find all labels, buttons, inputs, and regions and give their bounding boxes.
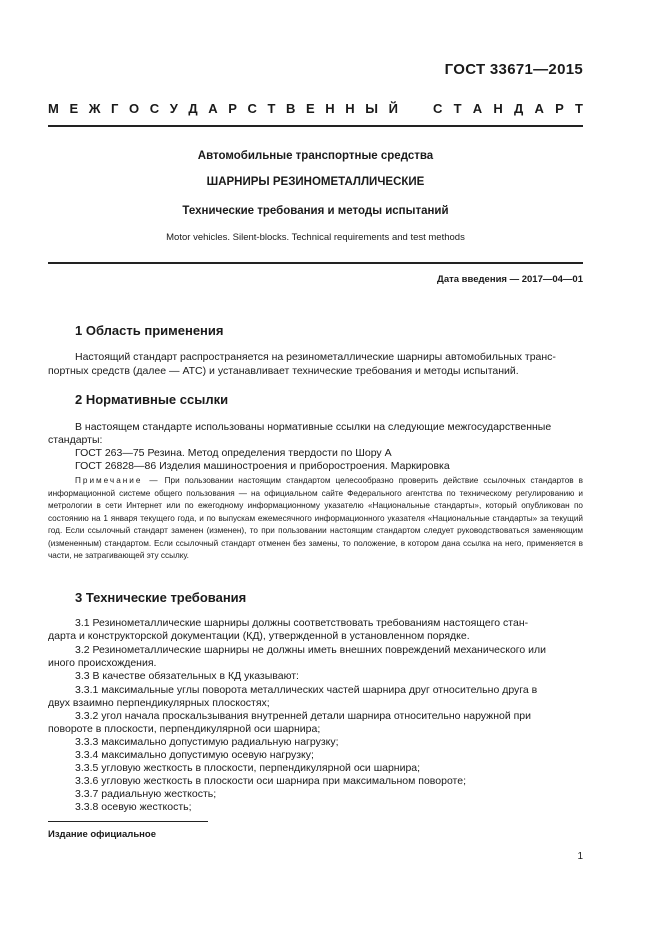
banner-word-standard-letter: Р (555, 101, 564, 116)
section-1-text-line-2: портных средств (далее — АТС) и устанавливает технические требования и методы испытаний. (48, 365, 519, 377)
page-number: 1 (577, 851, 583, 862)
section-2-text-line-1: В настоящем стандарте использованы нормативные ссылки на следующие межгосударственные (75, 421, 552, 433)
banner-word-standard-letter: С (433, 101, 443, 116)
reference-gost-26828: ГОСТ 26828—86 Изделия машиностроения и приборостроения. Маркировка (75, 460, 450, 472)
section-3-line: иного происхождения. (48, 657, 157, 669)
banner-word-standard-letter: Н (493, 101, 503, 116)
banner-word-interstate-letter: В (286, 101, 296, 116)
banner-word-interstate-letter: Р (228, 101, 237, 116)
banner-word-interstate-letter: Й (388, 101, 398, 116)
section-2-text-line-2: стандарты: (48, 434, 103, 446)
section-3-line: 3.2 Резинометаллические шарниры не должны иметь внешних повреждений механического или (75, 644, 547, 656)
official-edition-label: Издание официальное (48, 829, 156, 840)
banner-word-interstate-letter: С (149, 101, 160, 116)
banner-word-interstate-letter: Ы (365, 101, 378, 116)
top-divider (48, 125, 583, 127)
section-3-line: 3.3.2 угол начала проскальзывания внутренней детали шарнира относительно наружной при (75, 710, 532, 722)
banner-word-standard-letter: А (534, 101, 544, 116)
section-3-line: 3.3.4 максимально допустимую осевую нагрузку; (75, 749, 314, 761)
banner-word-interstate-letter: О (129, 101, 140, 116)
section-3-line: 3.1 Резинометаллические шарниры должны соответствовать требованиям настоящего стан- (75, 617, 529, 629)
section-3-line: 3.3 В качестве обязательных в КД указывают: (75, 670, 299, 682)
banner-word-standard-letter: Т (574, 101, 583, 116)
section-3-line: 3.3.3 максимально допустимую радиальную нагрузку; (75, 736, 339, 748)
introduction-date: Дата введения — 2017—04—01 (437, 274, 583, 285)
banner-word-standard-letter: Т (453, 101, 462, 116)
section-3-line: 3.3.6 угловую жесткость в плоскости оси шарнира при максимальном повороте; (75, 775, 467, 787)
section-2-heading: 2 Нормативные ссылки (75, 392, 229, 407)
title-line-1: Автомобильные транспортные средства (197, 150, 434, 162)
gost-code: ГОСТ 33671—2015 (444, 61, 583, 78)
note-text: При пользовании настоящим стандартом целесообразно проверить действие ссылочных стандартов в информационной системе общего пользования — на официальном сайте Федерального агентства по техническому регулированию и метрологии в сети Интернет или по ежегодному информационному указателю «Национальные стандарты», который опубликован по состоянию на 1 января текущего года, и по выпускам ежемесячного информационного указателя «Национальные стандарты» за текущий год. Если ссылочный стандарт заменен (изменен), то при пользовании настоящим стандартом следует руководствоваться заменяющим (измененным) стандартом. Если ссылочный стандарт отменен без замены, то положение, в котором дана ссылка на него, применяется в части, не затрагивающей эту ссылку. (48, 476, 583, 560)
section-3-line: 3.3.1 максимальные углы поворота металлических частей шарнира друг относительно друга в (75, 684, 538, 696)
banner-word-interstate-letter: Н (325, 101, 335, 116)
banner-word-interstate-letter: Т (267, 101, 276, 116)
section-3-line: двух взаимно перпендикулярных плоскостях; (48, 697, 270, 709)
section-3-line: 3.3.7 радиальную жесткость; (75, 788, 217, 800)
section-1-text-line-1: Настоящий стандарт распространяется на резинометаллические шарниры автомобильных транс- (75, 351, 556, 363)
section-3-heading: 3 Технические требования (75, 590, 247, 605)
banner-word-interstate-letter: Д (188, 101, 198, 116)
banner-word-interstate-letter: Е (69, 101, 79, 116)
banner-word-standard (433, 101, 583, 116)
title-line-3: Технические требования и методы испытаний (182, 205, 449, 217)
english-title: Motor vehicles. Silent-blocks. Technical requirements and test methods (166, 232, 465, 243)
section-1-heading: 1 Область применения (75, 323, 224, 338)
banner-word-interstate-letter: Ж (88, 101, 101, 116)
title-divider (48, 262, 583, 264)
banner-word-interstate-letter: А (208, 101, 218, 116)
banner-word-interstate-letter: У (169, 101, 178, 116)
title-line-2: ШАРНИРЫ РЕЗИНОМЕТАЛЛИЧЕСКИЕ (206, 176, 425, 188)
note-block (48, 475, 583, 563)
banner-word-standard-letter: Д (514, 101, 524, 116)
section-3-line: 3.3.5 угловую жесткость в плоскости, перпендикулярной оси шарнира; (75, 762, 421, 774)
banner-word-interstate-letter: С (247, 101, 257, 116)
note-label: Примечание — (75, 476, 160, 485)
section-3-line: дарта и конструкторской документации (КД), утвержденной в установленном порядке. (48, 630, 470, 642)
banner-word-interstate-letter: Г (111, 101, 119, 116)
banner-word-interstate-letter: Е (306, 101, 315, 116)
footer-divider (48, 821, 208, 822)
section-3-line: повороте в плоскости, перпендикулярной оси шарнира; (48, 723, 321, 735)
section-3-line: 3.3.8 осевую жесткость; (75, 801, 192, 813)
banner-word-standard-letter: А (472, 101, 483, 116)
banner-word-interstate (48, 101, 398, 116)
interstate-standard-banner (48, 101, 583, 116)
banner-word-interstate-letter: Н (345, 101, 355, 116)
banner-word-interstate-letter: М (48, 101, 59, 116)
reference-gost-263: ГОСТ 263—75 Резина. Метод определения твердости по Шору А (75, 447, 392, 459)
